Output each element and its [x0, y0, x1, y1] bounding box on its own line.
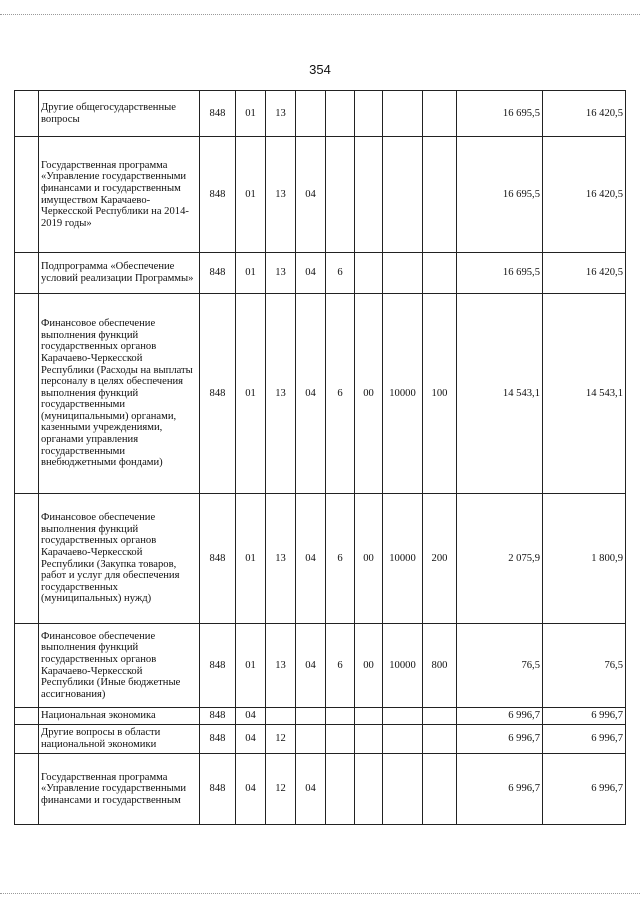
code-program [296, 708, 326, 725]
code-event [355, 137, 383, 253]
code-expense-type [423, 708, 457, 725]
code-event: 00 [355, 624, 383, 708]
code-direction [383, 754, 423, 825]
table-row [15, 253, 626, 294]
code-event [355, 708, 383, 725]
scan-top-edge [0, 0, 640, 15]
amount-second: 6 996,7 [543, 708, 626, 725]
code-subsection [266, 708, 296, 725]
code-subsection: 12 [266, 754, 296, 825]
code-section: 04 [236, 725, 266, 754]
amount-second: 16 420,5 [543, 253, 626, 294]
code-program: 04 [296, 294, 326, 494]
amount-first: 6 996,7 [457, 754, 543, 825]
row-name: Финансовое обеспечение выполнения функций государственных органов Карачаево-Черкесской Республики (Иные бюджетные ассигнования) [39, 624, 200, 708]
code-section: 01 [236, 253, 266, 294]
amount-second: 14 543,1 [543, 294, 626, 494]
row-name: Государственная программа «Управление государственными финансами и государственным имуществом Карачаево-Черкесской Республики на 2014-2019 годы» [39, 137, 200, 253]
code-section: 01 [236, 137, 266, 253]
blank-cell [15, 91, 39, 137]
code-event [355, 91, 383, 137]
code-admin: 848 [200, 624, 236, 708]
code-admin: 848 [200, 725, 236, 754]
code-subsection: 13 [266, 91, 296, 137]
code-admin: 848 [200, 754, 236, 825]
table-row [15, 754, 626, 825]
blank-cell [15, 624, 39, 708]
code-subprogram: 6 [326, 624, 355, 708]
code-expense-type: 800 [423, 624, 457, 708]
code-program: 04 [296, 253, 326, 294]
code-expense-type: 200 [423, 494, 457, 624]
code-admin: 848 [200, 708, 236, 725]
blank-cell [15, 253, 39, 294]
code-admin: 848 [200, 137, 236, 253]
code-direction [383, 253, 423, 294]
code-event: 00 [355, 294, 383, 494]
code-program [296, 725, 326, 754]
code-event [355, 725, 383, 754]
amount-second: 16 420,5 [543, 137, 626, 253]
code-section: 04 [236, 754, 266, 825]
code-direction [383, 91, 423, 137]
table-row [15, 708, 626, 725]
page-number: 354 [309, 62, 331, 77]
code-subsection: 13 [266, 137, 296, 253]
amount-first: 76,5 [457, 624, 543, 708]
code-subprogram [326, 754, 355, 825]
code-section: 01 [236, 294, 266, 494]
row-name: Государственная программа «Управление государственными финансами и государственным [39, 754, 200, 825]
amount-second: 16 420,5 [543, 91, 626, 137]
table-row [15, 294, 626, 494]
code-expense-type [423, 137, 457, 253]
code-program: 04 [296, 754, 326, 825]
code-expense-type [423, 725, 457, 754]
code-program [296, 91, 326, 137]
code-section: 01 [236, 91, 266, 137]
code-subsection: 13 [266, 294, 296, 494]
budget-table [14, 90, 626, 825]
table-row [15, 624, 626, 708]
code-admin: 848 [200, 253, 236, 294]
blank-cell [15, 725, 39, 754]
code-subprogram [326, 137, 355, 253]
code-admin: 848 [200, 91, 236, 137]
code-subsection: 13 [266, 624, 296, 708]
row-name: Финансовое обеспечение выполнения функций государственных органов Карачаево-Черкесской Республики (Расходы на выплаты персоналу в целях обеспечения выполнения функций государственными (муниципальными) органами, казенными учреждениями, органами управления государственными внебюджетными фондами) [39, 294, 200, 494]
amount-second: 6 996,7 [543, 725, 626, 754]
amount-first: 6 996,7 [457, 725, 543, 754]
code-subprogram: 6 [326, 253, 355, 294]
row-name: Финансовое обеспечение выполнения функций государственных органов Карачаево-Черкесской Республики (Закупка товаров, работ и услуг для обеспечения государственных (муниципальных) нужд) [39, 494, 200, 624]
code-subprogram [326, 725, 355, 754]
amount-first: 16 695,5 [457, 91, 543, 137]
code-admin: 848 [200, 294, 236, 494]
code-expense-type [423, 253, 457, 294]
table-row [15, 725, 626, 754]
blank-cell [15, 494, 39, 624]
code-event [355, 253, 383, 294]
code-direction: 10000 [383, 294, 423, 494]
row-name: Другие вопросы в области национальной экономики [39, 725, 200, 754]
code-subprogram [326, 91, 355, 137]
code-expense-type [423, 754, 457, 825]
code-subprogram: 6 [326, 294, 355, 494]
row-name: Другие общегосударственные вопросы [39, 91, 200, 137]
table-row [15, 91, 626, 137]
code-direction: 10000 [383, 624, 423, 708]
code-subsection: 13 [266, 494, 296, 624]
code-program: 04 [296, 494, 326, 624]
blank-cell [15, 754, 39, 825]
amount-first: 16 695,5 [457, 253, 543, 294]
code-section: 01 [236, 624, 266, 708]
amount-second: 76,5 [543, 624, 626, 708]
blank-cell [15, 294, 39, 494]
code-event: 00 [355, 494, 383, 624]
table-row [15, 137, 626, 253]
table-row [15, 494, 626, 624]
code-direction [383, 137, 423, 253]
code-expense-type [423, 91, 457, 137]
amount-second: 6 996,7 [543, 754, 626, 825]
amount-first: 2 075,9 [457, 494, 543, 624]
code-subprogram: 6 [326, 494, 355, 624]
table-body [15, 91, 626, 825]
code-subprogram [326, 708, 355, 725]
amount-first: 16 695,5 [457, 137, 543, 253]
blank-cell [15, 137, 39, 253]
code-direction [383, 708, 423, 725]
code-direction: 10000 [383, 494, 423, 624]
code-section: 04 [236, 708, 266, 725]
code-admin: 848 [200, 494, 236, 624]
code-expense-type: 100 [423, 294, 457, 494]
code-direction [383, 725, 423, 754]
blank-cell [15, 708, 39, 725]
code-program: 04 [296, 137, 326, 253]
code-subsection: 13 [266, 253, 296, 294]
amount-first: 6 996,7 [457, 708, 543, 725]
amount-second: 1 800,9 [543, 494, 626, 624]
code-subsection: 12 [266, 725, 296, 754]
amount-first: 14 543,1 [457, 294, 543, 494]
code-event [355, 754, 383, 825]
row-name: Национальная экономика [39, 708, 200, 725]
row-name: Подпрограмма «Обеспечение условий реализации Программы» [39, 253, 200, 294]
code-section: 01 [236, 494, 266, 624]
code-program: 04 [296, 624, 326, 708]
scan-bottom-edge [0, 893, 640, 895]
